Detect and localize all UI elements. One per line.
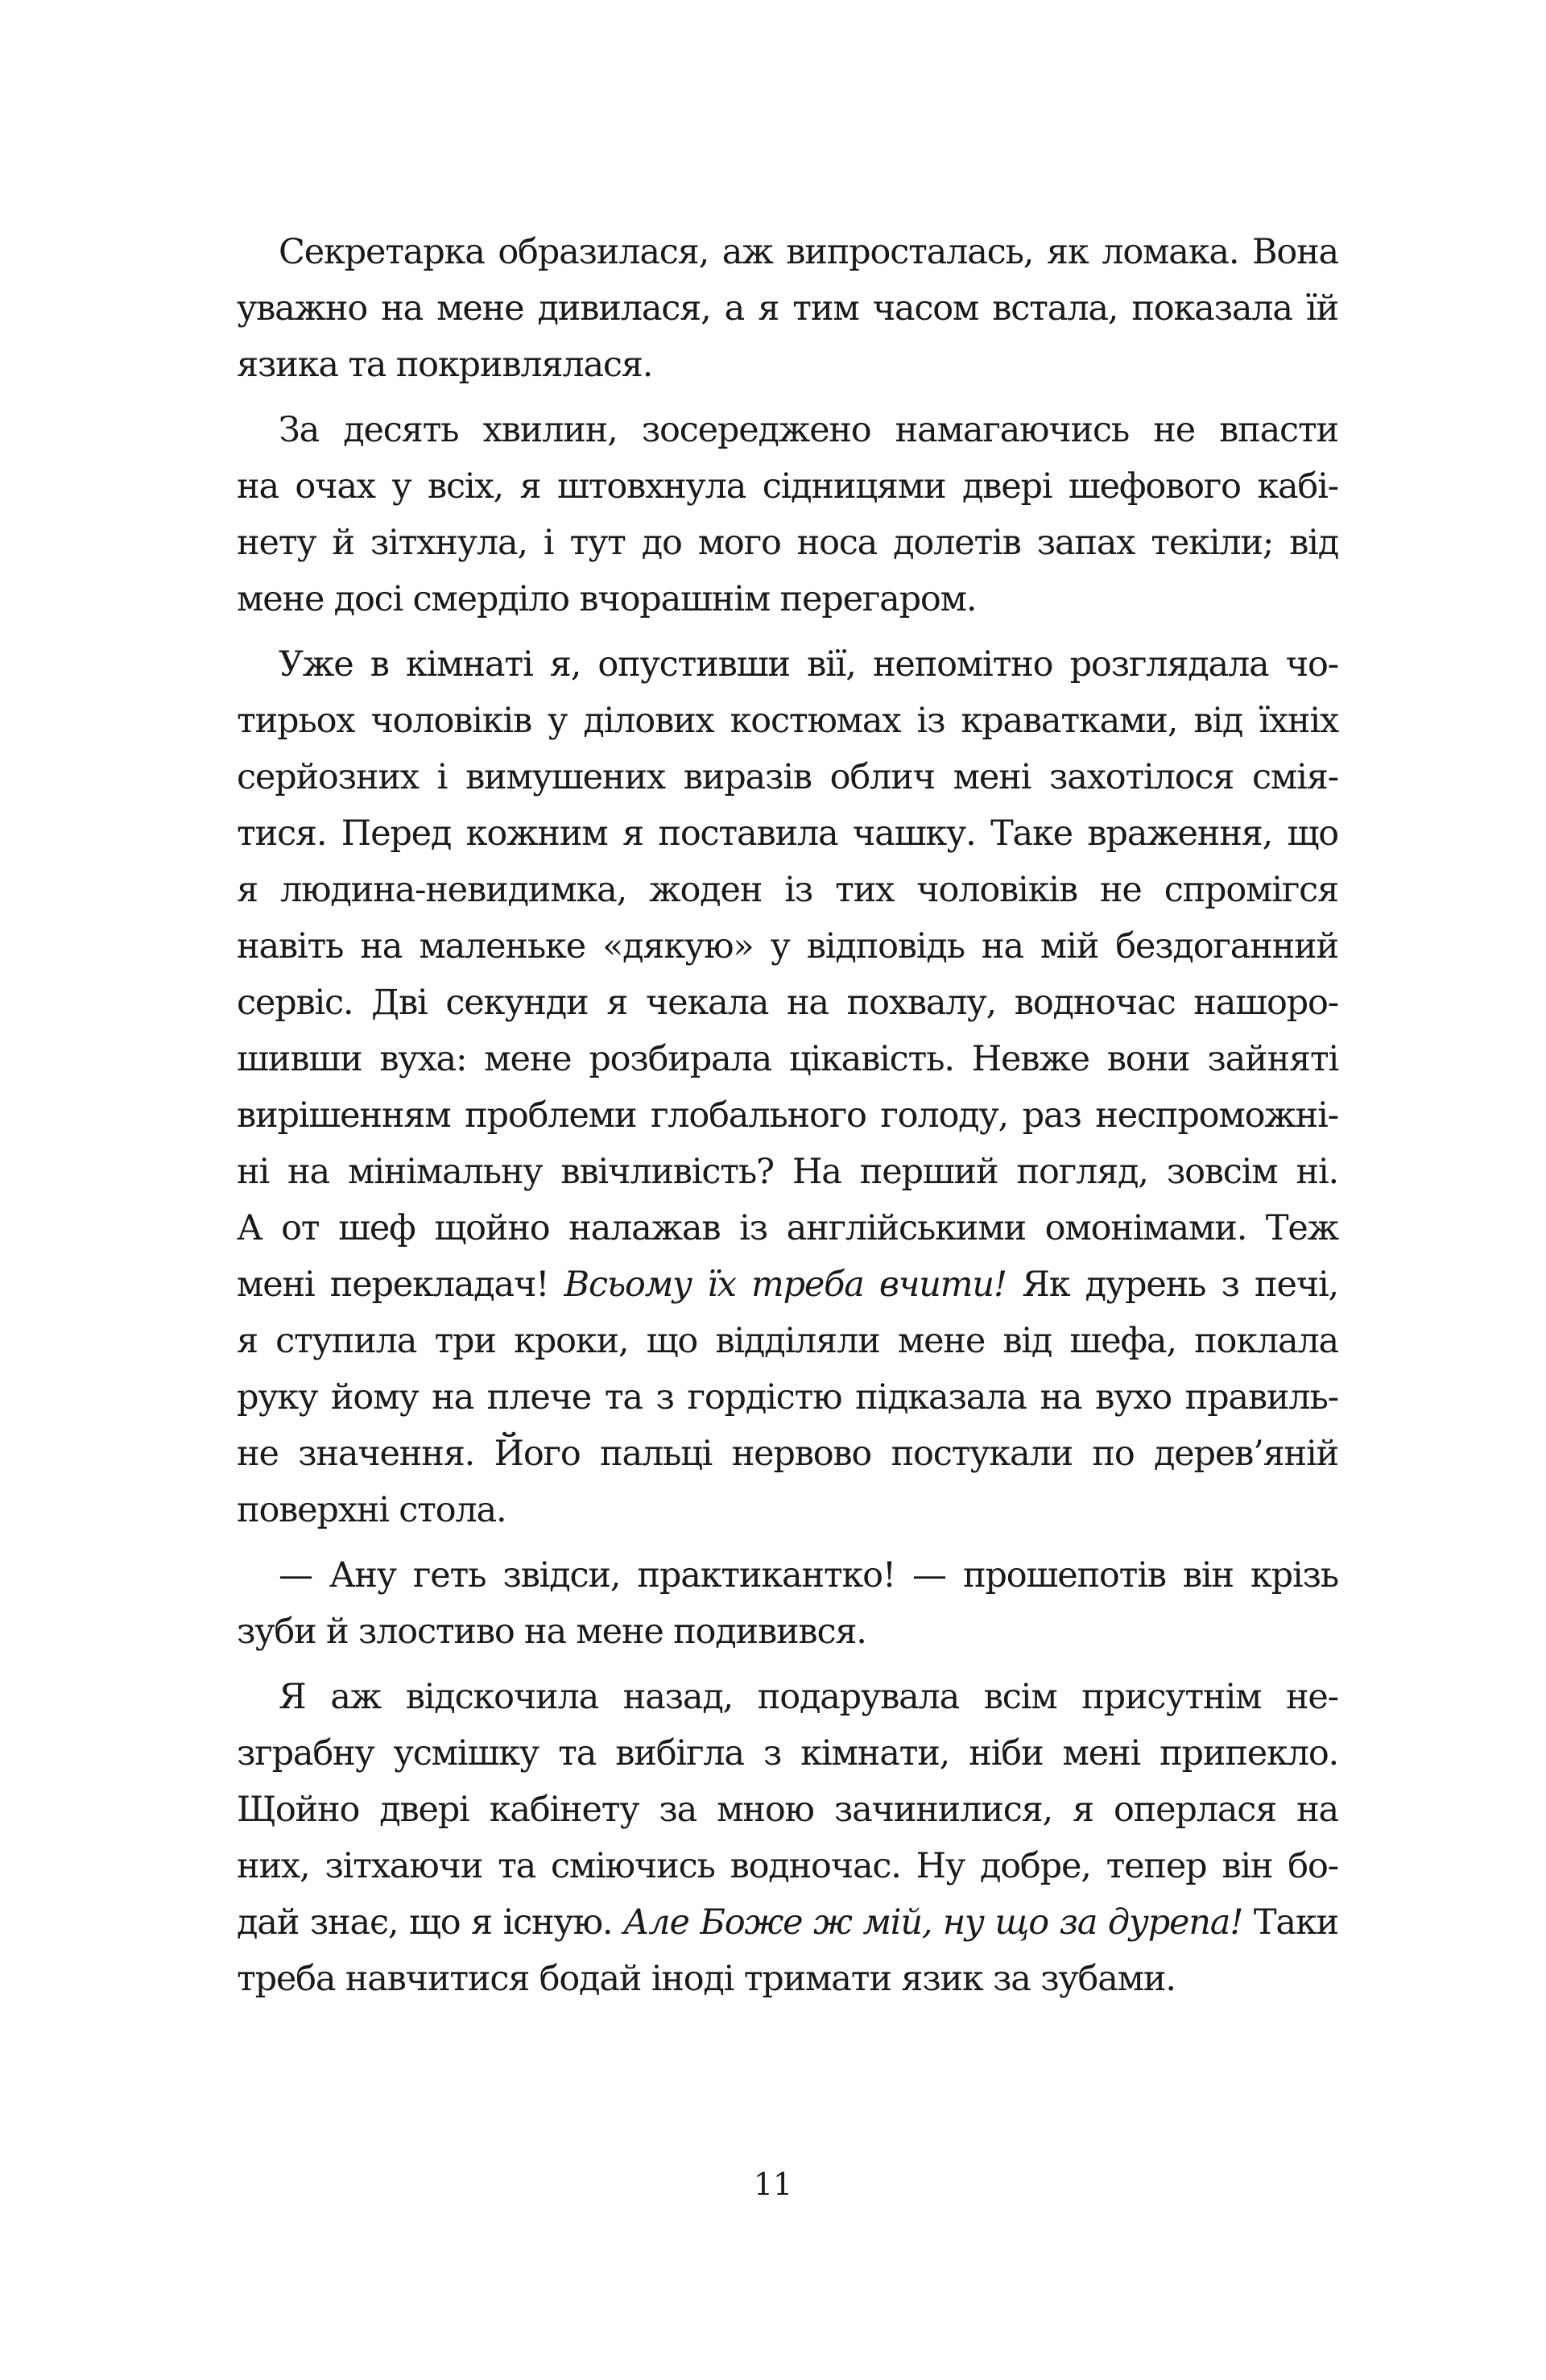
text-segment: ні на мінімальну ввічливість? На перший погляд, зовсім ні. bbox=[237, 1152, 1338, 1192]
page-body bbox=[237, 224, 1338, 2007]
text-line bbox=[237, 805, 1338, 862]
paragraph bbox=[237, 1547, 1338, 1660]
text-segment: тирьох чоловіків у ділових костюмах із краватками, від їхніх bbox=[237, 701, 1338, 741]
text-segment: не значення. Його пальці нервово постукали по дерев’яній bbox=[237, 1434, 1338, 1474]
paragraph bbox=[237, 636, 1338, 1538]
text-segment: язика та покривлялася. bbox=[237, 345, 653, 385]
text-line bbox=[237, 1200, 1338, 1256]
text-line bbox=[237, 1313, 1338, 1369]
text-line bbox=[237, 571, 1338, 627]
text-line bbox=[237, 224, 1338, 280]
text-line bbox=[237, 1604, 1338, 1660]
text-line bbox=[237, 1144, 1338, 1200]
text-line bbox=[237, 975, 1338, 1031]
text-segment: поверхні стола. bbox=[237, 1490, 506, 1530]
text-line bbox=[237, 749, 1338, 805]
text-segment: Уже в кімнаті я, опустивши вії, непомітно розглядала чо- bbox=[279, 644, 1338, 685]
paragraph bbox=[237, 402, 1338, 627]
text-line bbox=[237, 918, 1338, 975]
text-line bbox=[237, 1894, 1338, 1951]
text-line bbox=[237, 1256, 1338, 1313]
text-segment: нету й зітхнула, і тут до мого носа долетів запах текіли; від bbox=[237, 523, 1338, 563]
text-segment: на очах у всіх, я штовхнула сідницями двері шефового кабі- bbox=[237, 466, 1338, 507]
text-line bbox=[237, 636, 1338, 693]
text-line bbox=[237, 337, 1338, 393]
text-line bbox=[237, 1426, 1338, 1482]
text-segment: зграбну усмішку та вибігла з кімнати, ніби мені припекло. bbox=[237, 1733, 1338, 1774]
text-line bbox=[237, 1547, 1338, 1604]
text-line bbox=[237, 1087, 1338, 1144]
paragraph bbox=[237, 224, 1338, 393]
text-segment: навіть на маленьке «дякую» у відповідь на мій бездоганний bbox=[237, 926, 1338, 966]
text-line bbox=[237, 1369, 1338, 1426]
text-segment: уважно на мене дивилася, а я тим часом встала, показала їй bbox=[237, 288, 1338, 329]
text-segment: серйозних і вимушених виразів облич мені захотілося смія- bbox=[237, 757, 1338, 797]
text-line bbox=[237, 1482, 1338, 1538]
text-line bbox=[237, 1725, 1338, 1782]
text-line bbox=[237, 1669, 1338, 1725]
text-segment: дай знає, що я існую. bbox=[237, 1902, 623, 1943]
text-line bbox=[237, 1838, 1338, 1894]
italic-text: Але Боже ж мій, ну що за дурепа! bbox=[622, 1902, 1243, 1943]
text-segment: шивши вуха: мене розбирала цікавість. Невже вони зайняті bbox=[237, 1039, 1338, 1079]
text-segment: сервіс. Дві секунди я чекала на похвалу, водночас нашоро- bbox=[237, 983, 1338, 1023]
text-segment: Щойно двері кабінету за мною зачинилися, я оперлася на bbox=[237, 1790, 1338, 1830]
text-line bbox=[237, 458, 1338, 515]
text-segment: тися. Перед кожним я поставила чашку. Таке враження, що bbox=[237, 813, 1338, 854]
text-segment: них, зітхаючи та сміючись водночас. Ну добре, тепер він бо- bbox=[237, 1846, 1338, 1886]
text-segment: вирішенням проблеми глобального голоду, раз неспроможні- bbox=[237, 1095, 1338, 1136]
text-segment: Таки bbox=[1242, 1902, 1338, 1943]
text-line bbox=[237, 862, 1338, 918]
text-line bbox=[237, 402, 1338, 458]
text-line bbox=[237, 515, 1338, 571]
text-segment: я людина-невидимка, жоден із тих чоловіків не спромігся bbox=[237, 870, 1338, 910]
text-line bbox=[237, 693, 1338, 749]
text-segment: Я аж відскочила назад, подарувала всім присутнім не- bbox=[279, 1677, 1338, 1717]
text-segment: — Ану геть звідси, практикантко! — прошепотів він крізь bbox=[279, 1555, 1338, 1596]
text-line bbox=[237, 1782, 1338, 1838]
text-line bbox=[237, 1951, 1338, 2007]
text-line bbox=[237, 280, 1338, 337]
text-segment: Секретарка образилася, аж випросталась, як ломака. Вона bbox=[279, 232, 1338, 272]
text-segment: зуби й злостиво на мене подивився. bbox=[237, 1612, 866, 1652]
text-segment: А от шеф щойно налажав із англійськими омонімами. Теж bbox=[237, 1208, 1338, 1248]
page-number: 11 bbox=[753, 2167, 793, 2202]
text-segment: мені перекладач! bbox=[237, 1265, 564, 1305]
paragraph bbox=[237, 1669, 1338, 2007]
text-segment: Як дурень з печі, bbox=[1006, 1265, 1338, 1305]
text-segment: мене досі смерділо вчорашнім перегаром. bbox=[237, 579, 977, 619]
text-segment: треба навчитися бодай іноді тримати язик за зубами. bbox=[237, 1959, 1176, 1999]
text-segment: я ступила три кроки, що відділяли мене від шефа, поклала bbox=[237, 1321, 1338, 1361]
text-line bbox=[237, 1031, 1338, 1087]
italic-text: Всьому їх треба вчити! bbox=[564, 1265, 1007, 1305]
text-segment: За десять хвилин, зосереджено намагаючись не впасти bbox=[279, 410, 1338, 450]
text-segment: руку йому на плече та з гордістю підказала на вухо правиль- bbox=[237, 1377, 1338, 1418]
